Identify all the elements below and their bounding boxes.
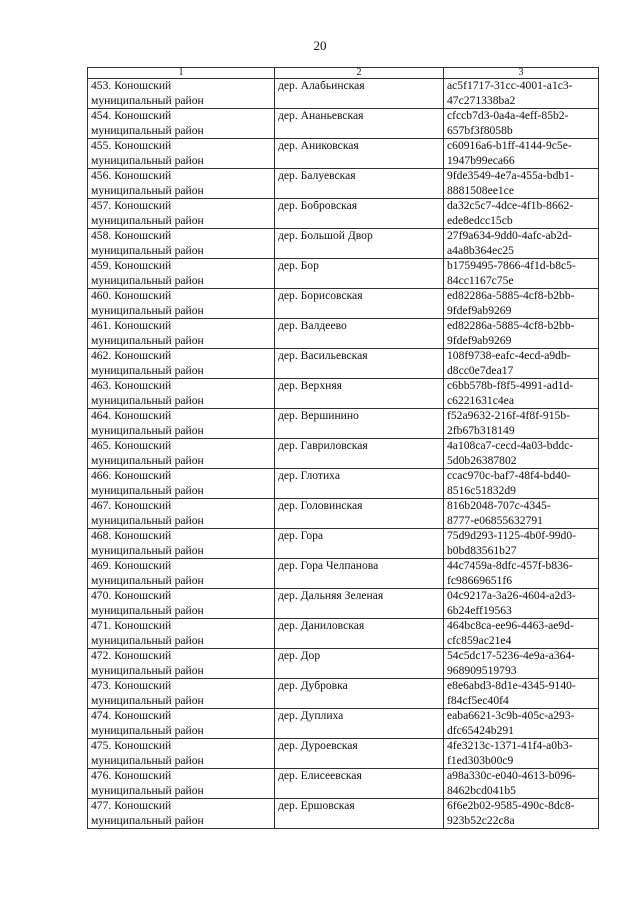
row-number-district: 471. Коношский [91,619,172,632]
guid-cell [444,619,599,649]
guid-cell [444,679,599,709]
guid-part-2: d8cc0e7dea17 [447,363,514,377]
guid-part-1: da32c5c7-4dce-4f1b-8662- [447,199,574,212]
settlement-cell [275,139,444,169]
guid-part-1: 108f9738-eafc-4ecd-a9db- [447,349,571,362]
guid-cell [444,739,599,769]
settlement-cell [275,409,444,439]
settlement-cell [275,529,444,559]
settlement-name: дер. Алабьинская [278,79,365,92]
settlement-name: дер. Ананьевская [278,109,364,122]
guid-part-2: 923b52c22c8a [447,813,515,827]
district-cell [88,409,275,439]
row-number-district: 457. Коношский [91,199,172,212]
district-cell [88,109,275,139]
guid-part-1: 6f6e2b02-9585-490c-8dc8- [447,799,575,812]
guid-part-2: 9fdef9ab9269 [447,303,512,317]
district-cell [88,169,275,199]
district-type: муниципальный район [91,123,204,137]
settlement-cell [275,799,444,829]
settlement-name: дер. Дуроевская [278,739,358,752]
district-type: муниципальный район [91,813,204,827]
district-cell [88,229,275,259]
settlement-cell [275,349,444,379]
settlement-name: дер. Борисовская [278,289,363,302]
settlement-name: дер. Гора [278,529,324,542]
guid-part-1: 44c7459a-8dfc-457f-b836- [447,559,573,572]
table-row [88,289,599,319]
settlement-name: дер. Дуплиха [278,709,344,722]
guid-cell [444,799,599,829]
district-type: муниципальный район [91,423,204,437]
row-number-district: 456. Коношский [91,169,172,182]
guid-cell [444,109,599,139]
settlement-cell [275,379,444,409]
district-type: муниципальный район [91,273,204,287]
district-type: муниципальный район [91,663,204,677]
settlement-cell [275,469,444,499]
row-number-district: 477. Коношский [91,799,172,812]
guid-part-1: 27f9a634-9dd0-4afc-ab2d- [447,229,572,242]
row-number-district: 469. Коношский [91,559,172,572]
settlement-cell [275,229,444,259]
guid-part-1: 54c5dc17-5236-4e9a-a364- [447,649,576,662]
settlement-name: дер. Дальняя Зеленая [278,589,384,602]
settlement-cell [275,739,444,769]
settlement-cell [275,619,444,649]
guid-part-1: 4a108ca7-cecd-4a03-bddc- [447,439,574,452]
district-type: муниципальный район [91,603,204,617]
guid-part-1: ccac970c-baf7-48f4-bd40- [447,469,571,482]
guid-part-2: 8777-e06855632791 [447,513,543,527]
table-row [88,379,599,409]
guid-part-2: 8881508ee1ce [447,183,514,197]
settlement-cell [275,259,444,289]
row-number-district: 453. Коношский [91,79,172,92]
row-number-district: 455. Коношский [91,139,172,152]
row-number-district: 454. Коношский [91,109,172,122]
table-row [88,739,599,769]
settlement-cell [275,319,444,349]
row-number-district: 463. Коношский [91,379,172,392]
table-row [88,799,599,829]
settlement-name: дер. Елисеевская [278,769,362,782]
row-number-district: 459. Коношский [91,259,172,272]
guid-cell [444,229,599,259]
settlement-name: дер. Васильевская [278,349,368,362]
guid-cell [444,559,599,589]
guid-part-2: b0bd83561b27 [447,543,517,557]
table-row [88,529,599,559]
row-number-district: 470. Коношский [91,589,172,602]
guid-part-2: c6221631c4ea [447,393,514,407]
guid-cell [444,589,599,619]
settlement-cell [275,289,444,319]
settlements-table [87,67,599,829]
table-row [88,439,599,469]
settlement-cell [275,559,444,589]
column-header-2: 2 [275,68,444,79]
guid-part-1: ac5f1717-31cc-4001-a1c3- [447,79,573,92]
row-number-district: 472. Коношский [91,649,172,662]
district-cell [88,349,275,379]
district-type: муниципальный район [91,753,204,767]
guid-part-2: f84cf5ec40f4 [447,693,509,707]
guid-part-1: 04c9217a-3a26-4604-a2d3- [447,589,576,602]
guid-part-1: 816b2048-707c-4345- [447,499,551,512]
row-number-district: 475. Коношский [91,739,172,752]
district-cell [88,529,275,559]
guid-cell [444,769,599,799]
row-number-district: 465. Коношский [91,439,172,452]
settlement-name: дер. Дор [278,649,321,662]
guid-cell [444,649,599,679]
guid-part-1: c6bb578b-f8f5-4991-ad1d- [447,379,574,392]
guid-cell [444,709,599,739]
settlement-name: дер. Бобровская [278,199,358,212]
table-row [88,259,599,289]
guid-cell [444,79,599,109]
district-cell [88,469,275,499]
settlement-name: дер. Гора Челпанова [278,559,379,572]
row-number-district: 460. Коношский [91,289,172,302]
table-row [88,229,599,259]
settlement-cell [275,79,444,109]
guid-cell [444,529,599,559]
district-cell [88,799,275,829]
guid-part-1: f52a9632-216f-4f8f-915b- [447,409,570,422]
guid-cell [444,289,599,319]
guid-cell [444,409,599,439]
district-type: муниципальный район [91,633,204,647]
district-type: муниципальный район [91,723,204,737]
guid-part-1: ed82286a-5885-4cf8-b2bb- [447,319,575,332]
district-cell [88,439,275,469]
settlement-name: дер. Валдеево [278,319,347,332]
row-number-district: 464. Коношский [91,409,172,422]
district-type: муниципальный район [91,513,204,527]
district-type: муниципальный район [91,153,204,167]
district-type: муниципальный район [91,183,204,197]
table-row [88,109,599,139]
settlement-name: дер. Аниковская [278,139,359,152]
district-cell [88,259,275,289]
table-row [88,139,599,169]
district-type: муниципальный район [91,453,204,467]
settlement-name: дер. Бор [278,259,319,272]
settlement-name: дер. Гавриловская [278,439,368,452]
guid-cell [444,469,599,499]
guid-cell [444,349,599,379]
district-cell [88,589,275,619]
column-header-3: 3 [444,68,599,79]
guid-part-1: b1759495-7866-4f1d-b8c5- [447,259,576,272]
table-row [88,769,599,799]
guid-cell [444,499,599,529]
table-row [88,349,599,379]
guid-cell [444,199,599,229]
district-type: муниципальный район [91,573,204,587]
guid-part-2: a4a8b364ec25 [447,243,514,257]
guid-part-2: 47c271338ba2 [447,93,516,107]
table-row [88,649,599,679]
guid-cell [444,259,599,289]
table-row [88,79,599,109]
guid-part-1: 4fe3213c-1371-41f4-a0b3- [447,739,573,752]
guid-part-1: cfccb7d3-0a4a-4eff-85b2- [447,109,569,122]
district-cell [88,379,275,409]
district-cell [88,679,275,709]
district-cell [88,649,275,679]
settlement-name: дер. Вершинино [278,409,359,422]
table-row [88,709,599,739]
row-number-district: 466. Коношский [91,469,172,482]
guid-part-2: 5d0b26387802 [447,453,517,467]
guid-part-1: 9fde3549-4e7a-455a-bdb1- [447,169,574,182]
settlement-cell [275,589,444,619]
guid-part-2: ede8edcc15cb [447,213,513,227]
guid-part-2: cfc859ac21e4 [447,633,512,647]
district-cell [88,199,275,229]
guid-cell [444,379,599,409]
table-row [88,319,599,349]
guid-part-1: 75d9d293-1125-4b0f-99d0- [447,529,577,542]
settlement-name: дер. Глотиха [278,469,340,482]
table-row [88,589,599,619]
page-number: 20 [313,38,327,53]
row-number-district: 467. Коношский [91,499,172,512]
guid-part-2: fc98669651f6 [447,573,513,587]
settlement-name: дер. Дубровка [278,679,348,692]
row-number-district: 458. Коношский [91,229,172,242]
guid-part-1: ed82286a-5885-4cf8-b2bb- [447,289,575,302]
settlement-name: дер. Балуевская [278,169,356,182]
district-type: муниципальный район [91,693,204,707]
row-number-district: 473. Коношский [91,679,172,692]
district-cell [88,709,275,739]
settlement-cell [275,769,444,799]
district-type: муниципальный район [91,333,204,347]
district-cell [88,139,275,169]
guid-part-1: 464bc8ca-ee96-4463-ae9d- [447,619,574,632]
table-row [88,199,599,229]
district-type: муниципальный район [91,393,204,407]
table-row [88,559,599,589]
district-type: муниципальный район [91,783,204,797]
district-type: муниципальный район [91,243,204,257]
guid-part-2: 9fdef9ab9269 [447,333,512,347]
settlement-cell [275,169,444,199]
district-cell [88,79,275,109]
district-cell [88,289,275,319]
settlement-cell [275,649,444,679]
district-type: муниципальный район [91,483,204,497]
district-type: муниципальный район [91,363,204,377]
guid-part-2: 8516c51832d9 [447,483,516,497]
district-type: муниципальный район [91,93,204,107]
guid-cell [444,319,599,349]
guid-part-2: 1947b99eca66 [447,153,515,167]
table-row [88,679,599,709]
district-cell [88,559,275,589]
settlement-name: дер. Даниловская [278,619,365,632]
table-row [88,409,599,439]
guid-part-2: 6b24eff19563 [447,603,512,617]
district-cell [88,619,275,649]
table-header-row [88,68,599,79]
row-number-district: 462. Коношский [91,349,172,362]
row-number-district: 468. Коношский [91,529,172,542]
guid-part-1: e8e6abd3-8d1e-4345-9140- [447,679,576,692]
guid-part-2: 657bf3f8058b [447,123,513,137]
row-number-district: 474. Коношский [91,709,172,722]
district-cell [88,739,275,769]
settlement-name: дер. Ершовская [278,799,355,812]
guid-part-2: dfc65424b291 [447,723,514,737]
district-cell [88,769,275,799]
guid-cell [444,139,599,169]
guid-part-2: 8462bcd041b5 [447,783,516,797]
settlement-cell [275,709,444,739]
settlement-name: дер. Большой Двор [278,229,373,242]
column-header-1: 1 [88,68,275,79]
district-cell [88,499,275,529]
district-type: муниципальный район [91,213,204,227]
guid-part-2: 968909519793 [447,663,517,677]
guid-part-1: c60916a6-b1ff-4144-9c5e- [447,139,572,152]
guid-part-1: eaba6621-3c9b-405c-a293- [447,709,575,722]
guid-part-2: f1ed303b00c9 [447,753,514,767]
settlement-name: дер. Головинская [278,499,363,512]
table-row [88,499,599,529]
table-row [88,169,599,199]
table-row [88,469,599,499]
guid-cell [444,169,599,199]
settlement-cell [275,499,444,529]
district-type: муниципальный район [91,543,204,557]
settlement-cell [275,679,444,709]
table-row [88,619,599,649]
guid-part-1: a98a330c-e040-4613-b096- [447,769,576,782]
guid-cell [444,439,599,469]
guid-part-2: 2fb67b318149 [447,423,515,437]
settlement-name: дер. Верхняя [278,379,342,392]
district-type: муниципальный район [91,303,204,317]
guid-part-2: 84cc1167c75e [447,273,514,287]
row-number-district: 461. Коношский [91,319,172,332]
settlement-cell [275,199,444,229]
row-number-district: 476. Коношский [91,769,172,782]
settlement-cell [275,109,444,139]
settlement-cell [275,439,444,469]
district-cell [88,319,275,349]
